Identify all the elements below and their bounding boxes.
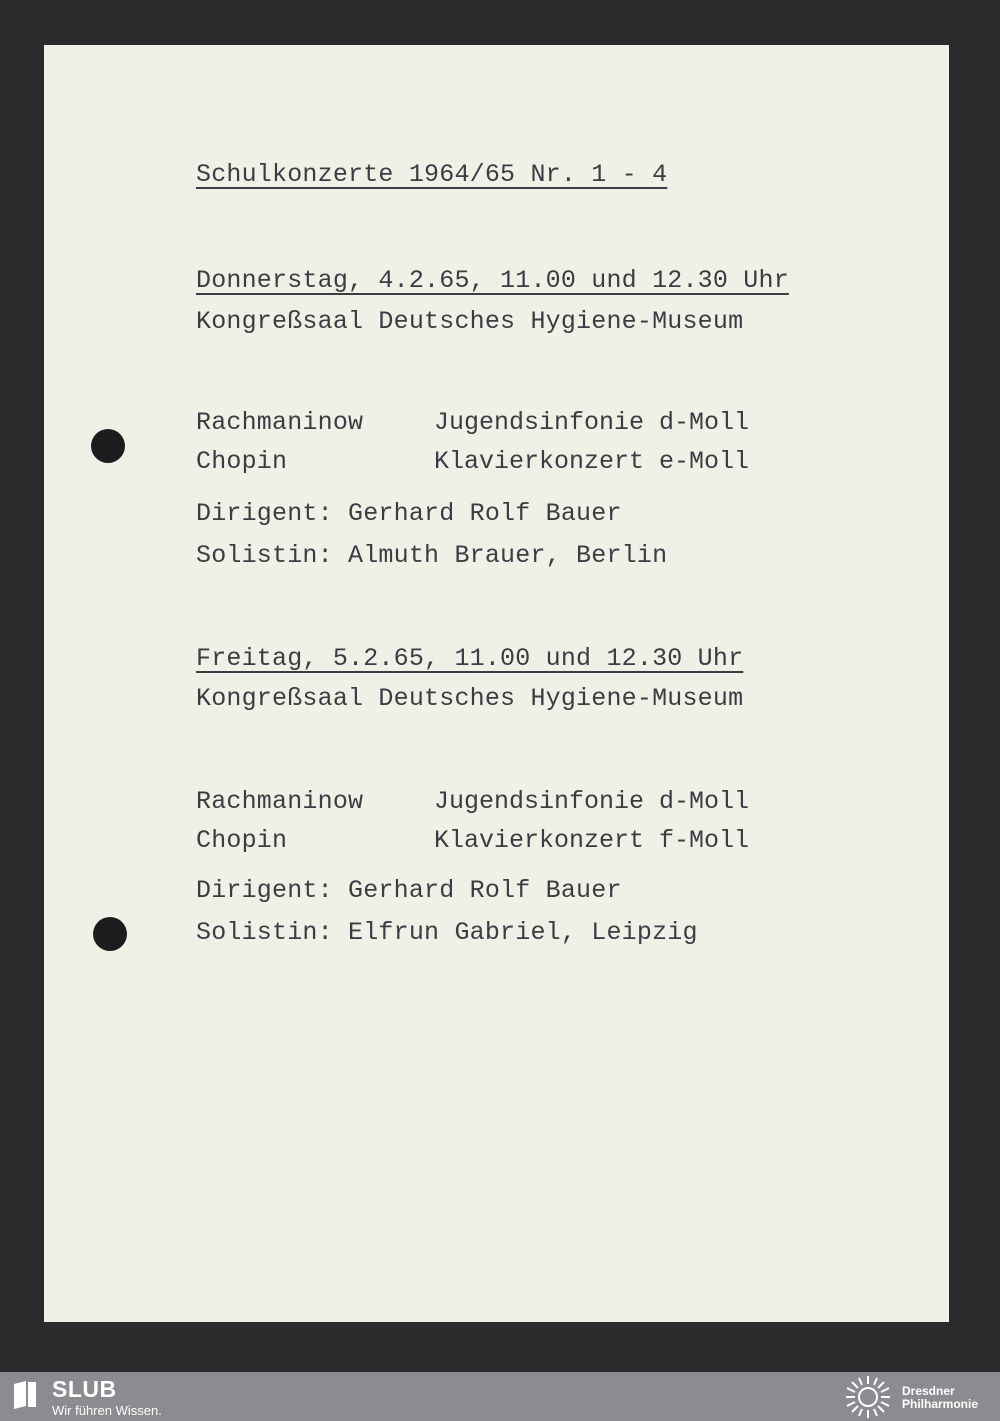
slub-tagline: Wir führen Wissen.: [52, 1403, 162, 1418]
concert-venue: Kongreßsaal Deutsches Hygiene-Museum: [196, 684, 744, 713]
sunburst-logo-icon: [842, 1374, 894, 1420]
program-work: Jugendsinfonie d-Moll: [434, 408, 750, 437]
conductor-line: Dirigent: Gerhard Rolf Bauer: [196, 499, 622, 528]
punch-hole: [93, 917, 127, 951]
program-composer: Rachmaninow: [196, 408, 364, 437]
program-composer: Rachmaninow: [196, 787, 364, 816]
program-composer: Chopin: [196, 447, 288, 476]
program-work: Jugendsinfonie d-Moll: [434, 787, 750, 816]
punch-hole: [91, 429, 125, 463]
program-work: Klavierkonzert f-Moll: [434, 826, 750, 855]
slub-brand: SLUB: [52, 1376, 117, 1402]
footer-bar: [0, 1372, 1000, 1421]
philharmonie-brand-line2: Philharmonie: [902, 1397, 979, 1411]
program-work: Klavierkonzert e-Moll: [434, 447, 750, 476]
program-composer: Chopin: [196, 826, 288, 855]
soloist-line: Solistin: Elfrun Gabriel, Leipzig: [196, 918, 698, 947]
concert-venue: Kongreßsaal Deutsches Hygiene-Museum: [196, 307, 744, 336]
conductor-line: Dirigent: Gerhard Rolf Bauer: [196, 876, 622, 905]
slub-book-icon: [12, 1380, 38, 1410]
philharmonie-brand-line1: Dresdner: [902, 1384, 955, 1398]
philharmonie-brand: [902, 1385, 978, 1411]
concert-date-line: Donnerstag, 4.2.65, 11.00 und 12.30 Uhr: [196, 266, 789, 295]
soloist-line: Solistin: Almuth Brauer, Berlin: [196, 541, 668, 570]
concert-date-line: Freitag, 5.2.65, 11.00 und 12.30 Uhr: [196, 644, 744, 673]
document-heading: Schulkonzerte 1964/65 Nr. 1 - 4: [196, 160, 668, 189]
